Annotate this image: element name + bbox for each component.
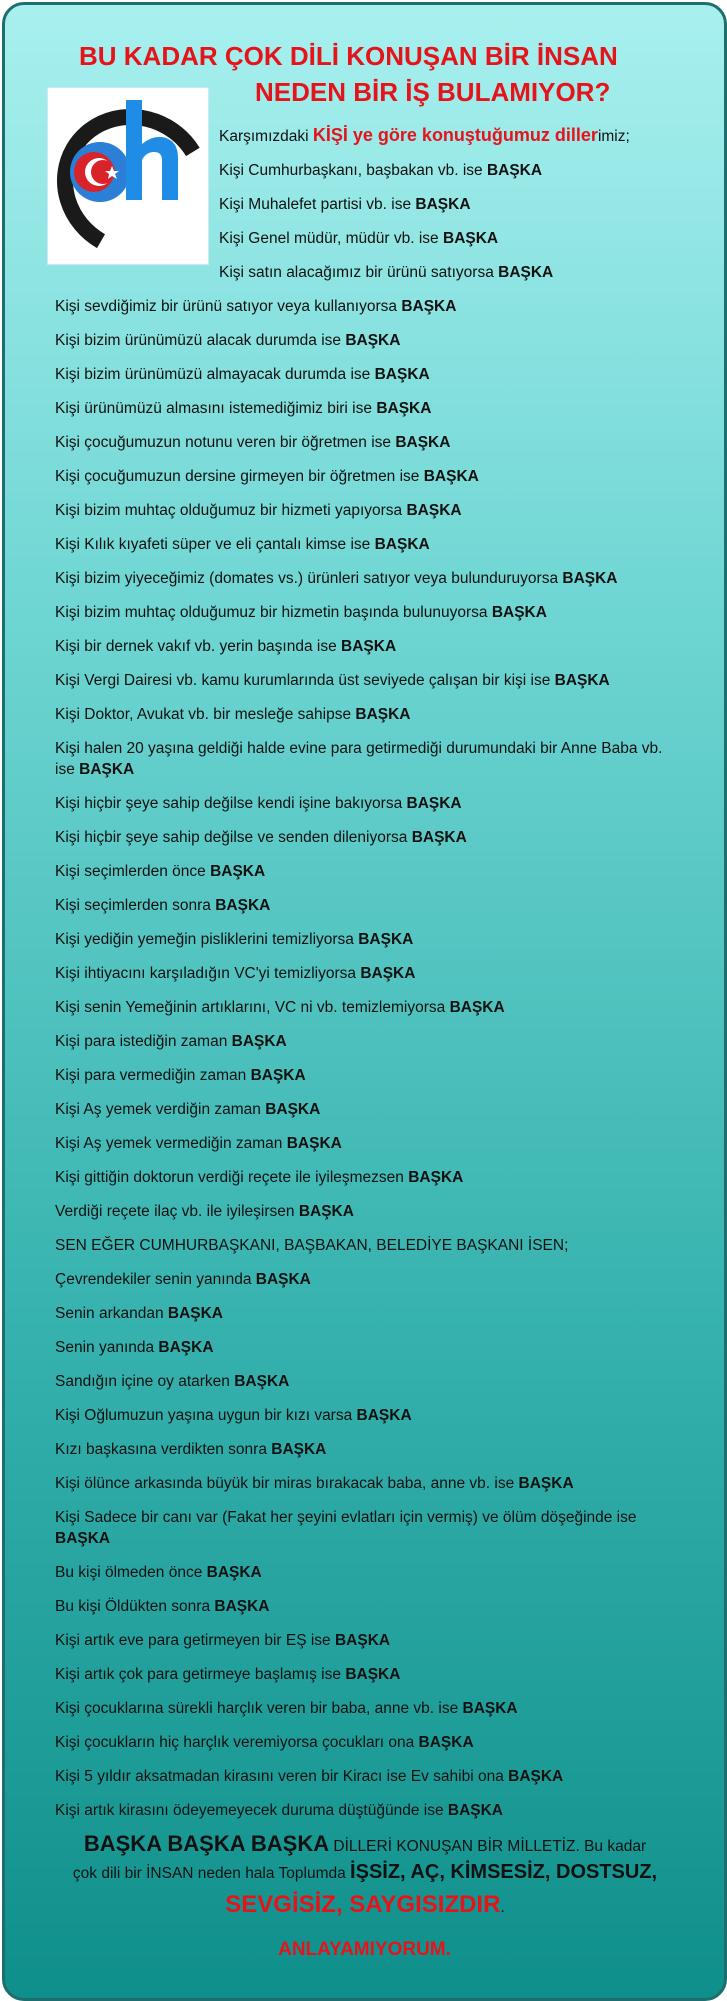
statement-text: Kişi para vermediğin zaman — [55, 1067, 251, 1084]
statement-bold: BAŞKA — [158, 1339, 214, 1356]
statement-bold: BAŞKA — [255, 1271, 311, 1288]
statement-bold: BAŞKA — [271, 1441, 327, 1458]
statement-line — [55, 963, 675, 984]
statement-bold: BAŞKA — [356, 1407, 412, 1424]
statement-text: Senin yanında — [55, 1339, 159, 1356]
statement-bold: BAŞKA — [355, 706, 411, 723]
closing-bold2: İŞSİZ, AÇ, KİMSESİZ, DOSTSUZ, — [350, 1861, 658, 1883]
statement-text: Bu kişi Öldükten sonra — [55, 1598, 215, 1615]
statement-text: Sandığın içine oy atarken — [55, 1373, 235, 1390]
statement-bold: BAŞKA — [341, 638, 397, 655]
statement-line — [55, 1337, 675, 1358]
statement-bold: BAŞKA — [231, 1033, 287, 1050]
statement-line — [55, 296, 675, 317]
statement-line — [55, 602, 675, 623]
statement-line — [55, 1269, 675, 1290]
statement-bold: BAŞKA — [418, 1734, 474, 1751]
statement-line — [55, 738, 675, 780]
statement-line — [55, 1167, 675, 1188]
statement-line — [55, 330, 675, 351]
statement-bold: BAŞKA — [374, 536, 430, 553]
statement-text: Kişi çocuğumuzun dersine girmeyen bir öğretmen ise — [55, 468, 424, 485]
final-text: ANLAYAMIYORUM. — [278, 1939, 451, 1960]
statement-line — [219, 194, 689, 215]
statement-line — [55, 1562, 675, 1583]
statement-text: SEN EĞER CUMHURBAŞKANI, BAŞBAKAN, BELEDİYE BAŞKANI İSEN; — [55, 1237, 569, 1254]
statement-text: Kişi çocuklarına sürekli harçlık veren bir baba, anne vb. ise — [55, 1700, 463, 1717]
statement-bold: BAŞKA — [345, 332, 401, 349]
statement-bold: BAŞKA — [447, 1802, 503, 1819]
statement-line — [55, 997, 675, 1018]
dh-logo-icon — [47, 87, 209, 265]
statement-bold: BAŞKA — [167, 1305, 224, 1322]
statement-text: Kişi sevdiğimiz bir ürünü satıyor veya kullanıyorsa — [55, 298, 402, 315]
statement-line — [55, 1630, 675, 1651]
statement-text: Kişi bizim yiyeceğimiz (domates vs.) ürünleri satıyor veya bulunduruyorsa — [55, 570, 563, 587]
statement-text: Kişi Oğlumuzun yaşına uygun bir kızı varsa — [55, 1407, 357, 1424]
statement-line — [55, 1473, 675, 1494]
statement-text: Kişi Doktor, Avukat vb. bir mesleğe sahipse — [55, 706, 356, 723]
statement-bold: BAŞKA — [334, 1632, 391, 1649]
statement-text: Kişi bizim ürünümüzü almayacak durumda ise — [55, 366, 375, 383]
statement-bold: BAŞKA — [408, 1169, 464, 1186]
statement-text: Kişi ölünce arkasında büyük bir miras bırakacak baba, anne vb. ise — [55, 1475, 519, 1492]
closing-part2: çok dili bir İNSAN neden hala Toplumda — [72, 1865, 351, 1882]
statement-text: Çevrendekiler senin yanında — [55, 1271, 256, 1288]
statement-text: Senin arkandan — [55, 1305, 168, 1322]
statement-line — [55, 1371, 675, 1392]
poster-card — [2, 2, 727, 2001]
statement-bold: BAŞKA — [415, 196, 471, 213]
statement-line — [55, 1065, 675, 1086]
statement-text: Kişi satın alacağımız bir ürünü satıyorsa — [219, 264, 499, 281]
statement-line — [55, 1732, 675, 1753]
title-line-2: NEDEN BİR İŞ BULAMIYOR? — [255, 77, 611, 107]
statement-text: Kişi artık çok para getirmeye başlamış ise — [55, 1666, 346, 1683]
statement-line — [55, 636, 675, 657]
statement-bold: BAŞKA — [214, 1598, 270, 1615]
statement-line — [55, 929, 675, 950]
statement-text: Kişi Kılık kıyafeti süper ve eli çantalı kimse ise — [55, 536, 375, 553]
statement-line — [55, 398, 675, 419]
statement-bold: BAŞKA — [55, 1530, 111, 1547]
statement-bold: BAŞKA — [374, 366, 430, 383]
statement-bold: BAŞKA — [443, 230, 499, 247]
statement-line — [55, 364, 675, 385]
closing-part1: DİLLERİ KONUŞAN BİR MİLLETİZ. Bu kadar — [329, 1838, 647, 1855]
statement-bold: BAŞKA — [562, 570, 618, 587]
statement-text: Kişi çocuğumuzun notunu veren bir öğretmen ise — [55, 434, 396, 451]
statement-bold: BAŞKA — [508, 1768, 564, 1785]
statement-line — [55, 1201, 675, 1222]
statement-bold: BAŞKA — [449, 999, 505, 1016]
statement-line — [55, 827, 675, 848]
statement-line — [55, 1698, 675, 1719]
statement-text: Kişi halen 20 yaşına geldiği halde evine para getirmediği durumundaki bir Anne Baba vb. ise — [55, 740, 663, 778]
title-line-1: BU KADAR ÇOK DİLİ KONUŞAN BİR İNSAN — [79, 41, 618, 71]
statement-text: Verdiği reçete ilaç vb. ile iyileşirsen — [55, 1203, 299, 1220]
statement-bold: BAŞKA — [395, 434, 451, 451]
statement-text: Kişi bizim ürünümüzü alacak durumda ise — [55, 332, 346, 349]
statement-bold: BAŞKA — [215, 897, 271, 914]
closing-line-2 — [45, 1861, 685, 1884]
statement-line — [219, 228, 689, 249]
statement-line — [55, 500, 675, 521]
statement-line — [219, 262, 689, 283]
statement-bold: BAŞKA — [401, 298, 457, 315]
statement-line — [55, 1507, 675, 1549]
statement-line — [55, 704, 675, 725]
statement-bold: BAŞKA — [406, 795, 462, 812]
statement-line — [55, 568, 675, 589]
statement-bold: BAŞKA — [250, 1067, 306, 1084]
statement-line — [55, 534, 675, 555]
statement-line — [55, 1439, 675, 1460]
statement-text: Kişi yediğin yemeğin pisliklerini temizliyorsa — [55, 931, 359, 948]
statement-line — [55, 1664, 675, 1685]
statement-bold: BAŞKA — [79, 761, 135, 778]
statement-bold: BAŞKA — [345, 1666, 401, 1683]
statement-bold: BAŞKA — [265, 1101, 321, 1118]
statement-bold: BAŞKA — [498, 264, 554, 281]
statement-text: Kişi senin Yemeğinin artıklarını, VC ni vb. temizlemiyorsa — [55, 999, 450, 1016]
statement-line — [55, 861, 675, 882]
closing-red: SEVGİSİZ, SAYGISIZDIR — [225, 1891, 501, 1918]
statement-line — [55, 1303, 675, 1324]
statement-text: Kişi bizim muhtaç olduğumuz bir hizmetin başında bulunuyorsa — [55, 604, 492, 621]
statement-text: Kişi seçimlerden sonra — [55, 897, 216, 914]
statement-bold: BAŞKA — [423, 468, 479, 485]
statement-bold: BAŞKA — [411, 829, 467, 846]
statement-line — [55, 1031, 675, 1052]
statement-text: Kişi Sadece bir canı var (Fakat her şeyini evlatları için vermiş) ve ölüm döşeğinde ise — [55, 1509, 637, 1526]
statement-text: Kişi bizim muhtaç olduğumuz bir hizmeti yapıyorsa — [55, 502, 407, 519]
statement-bold: BAŞKA — [360, 965, 416, 982]
statement-line — [219, 160, 689, 181]
statement-text: Kişi ürünümüzü almasını istemediğimiz biri ise — [55, 400, 377, 417]
statement-line — [55, 1405, 675, 1426]
statement-line — [55, 1133, 675, 1154]
statement-text: Kişi Genel müdür, müdür vb. ise — [219, 230, 443, 247]
statement-line — [55, 1235, 675, 1256]
intro-prefix: Karşımızdaki — [219, 128, 313, 145]
statement-bold: BAŞKA — [206, 1564, 262, 1581]
statement-text: Kişi ihtiyacını karşıladığın VC'yi temizliyorsa — [55, 965, 361, 982]
closing-big: BAŞKA BAŞKA BAŞKA — [83, 1831, 330, 1856]
statement-text: Kişi bir dernek vakıf vb. yerin başında ise — [55, 638, 342, 655]
statement-bold: BAŞKA — [376, 400, 432, 417]
statement-text: Kişi artık eve para getirmeyen bir EŞ ise — [55, 1632, 335, 1649]
statement-text: Bu kişi ölmeden önce — [55, 1564, 207, 1581]
statement-bold: BAŞKA — [298, 1203, 354, 1220]
intro-highlight: KİŞİ ye göre konuştuğumuz diller — [312, 125, 598, 145]
statement-text: Kişi hiçbir şeye sahip değilse ve senden dileniyorsa — [55, 829, 412, 846]
statement-line — [55, 670, 675, 691]
statement-bold: BAŞKA — [486, 162, 543, 179]
closing-dot: . — [500, 1899, 505, 1916]
statement-text: Kişi 5 yıldır aksatmadan kirasını veren bir Kiracı ise Ev sahibi ona — [55, 1768, 509, 1785]
statement-text: Kişi Aş yemek vermediğin zaman — [55, 1135, 287, 1152]
statement-line — [55, 1766, 675, 1787]
statement-text: Kişi para istediğin zaman — [55, 1033, 232, 1050]
statement-bold: BAŞKA — [518, 1475, 574, 1492]
statement-bold: BAŞKA — [554, 672, 610, 689]
statement-line — [55, 466, 675, 487]
closing-line-3 — [45, 1891, 685, 1919]
statement-text: Kişi Muhalefet partisi vb. ise — [219, 196, 416, 213]
statement-text: Kişi çocukların hiç harçlık veremiyorsa çocukları ona — [55, 1734, 419, 1751]
statement-line — [55, 895, 675, 916]
statement-line — [55, 432, 675, 453]
statement-bold: BAŞKA — [210, 863, 266, 880]
statement-bold: BAŞKA — [406, 502, 462, 519]
statement-line — [55, 1099, 675, 1120]
statement-text: Kişi hiçbir şeye sahip değilse kendi işine bakıyorsa — [55, 795, 407, 812]
statement-bold: BAŞKA — [462, 1700, 518, 1717]
statement-bold: BAŞKA — [358, 931, 414, 948]
statement-line — [55, 1596, 675, 1617]
statement-text: Kişi artık kirasını ödeyemeyecek duruma düştüğünde ise — [55, 1802, 448, 1819]
statement-bold: BAŞKA — [491, 604, 547, 621]
statement-text: Kişi Cumhurbaşkanı, başbakan vb. ise — [219, 162, 487, 179]
statement-text: Kişi Vergi Dairesi vb. kamu kurumlarında üst seviyede çalışan bir kişi ise — [55, 672, 555, 689]
statement-text: Kızı başkasına verdikten sonra — [55, 1441, 272, 1458]
intro-line — [219, 125, 689, 147]
statement-line — [55, 1800, 675, 1821]
statement-bold: BAŞKA — [286, 1135, 342, 1152]
statement-text: Kişi Aş yemek verdiğin zaman — [55, 1101, 266, 1118]
intro-suffix: imiz; — [597, 128, 630, 145]
closing-line-1 — [45, 1831, 685, 1857]
statement-bold: BAŞKA — [234, 1373, 290, 1390]
statement-text: Kişi seçimlerden önce — [55, 863, 211, 880]
statement-text: Kişi gittiğin doktorun verdiği reçete ile iyileşmezsen — [55, 1169, 409, 1186]
statement-line — [55, 793, 675, 814]
